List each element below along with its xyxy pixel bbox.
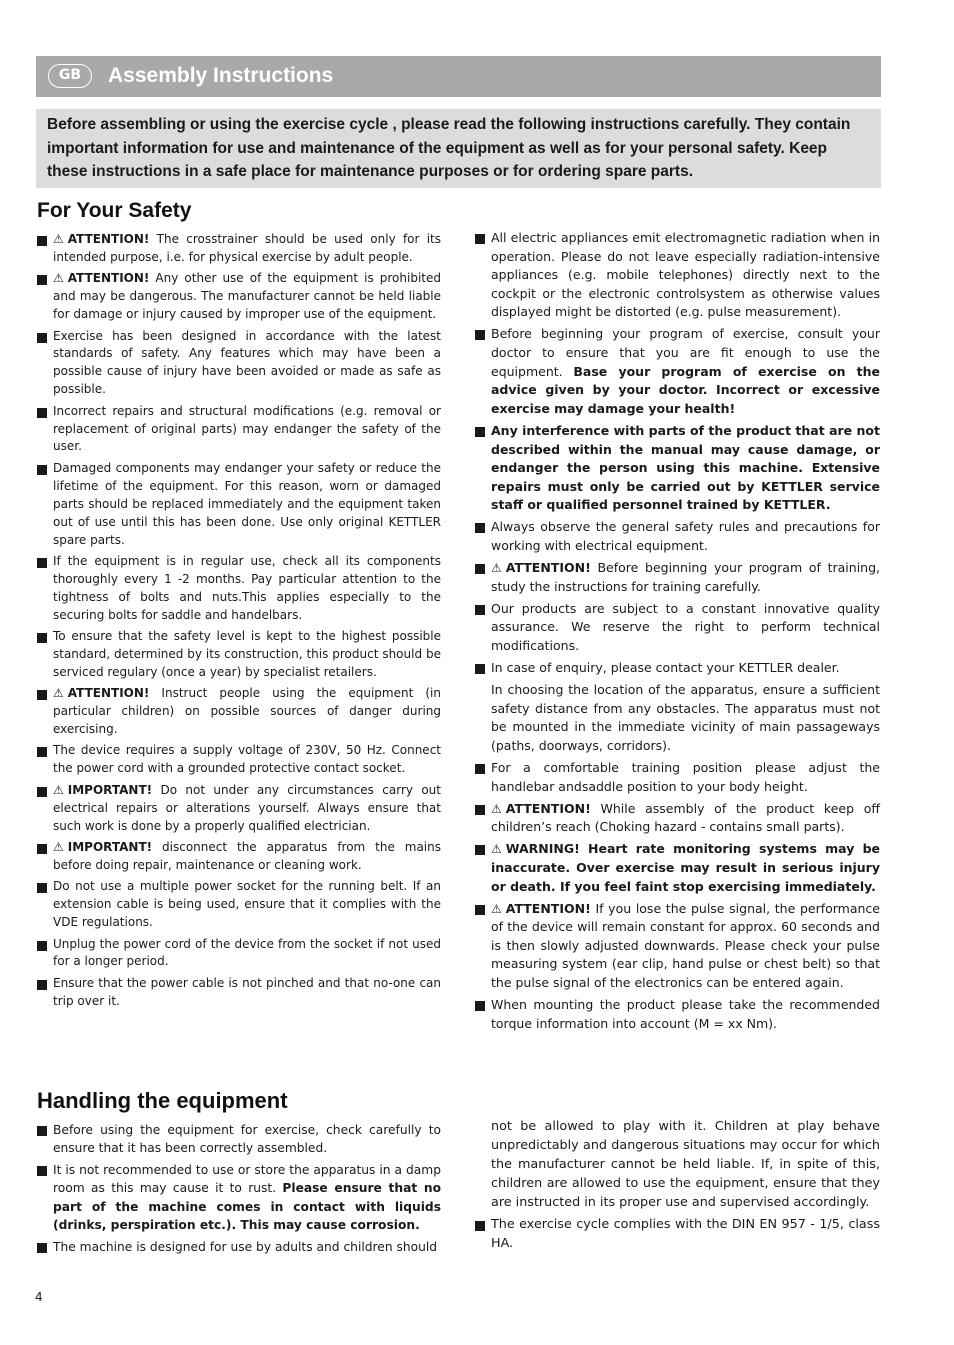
- paragraph-text: not be allowed to play with it. Children at play behave unpredictably and dangerous situations may occur for which the manufacturer cannot be held liable. If, in spite of this, children are allowed to use the equipment, ensure that they are instructed in its proper use and supervised accordingly.: [491, 1119, 880, 1210]
- list-item: [37, 1121, 441, 1158]
- item-text: Our products are subject to a constant innovative quality assurance. We reserve the right to perform technical modifications.: [491, 600, 880, 653]
- warning-triangle-icon: ⚠: [53, 840, 64, 854]
- list-item: [37, 685, 441, 739]
- square-bullet-icon: [37, 980, 47, 990]
- item-text: Ensure that the power cable is not pinched and that no-one can trip over it.: [53, 975, 441, 1008]
- list-item: [475, 681, 880, 755]
- item-text-bold: Please ensure that no part of the machine comes in contact with liquids (drinks, perspiration etc.). This may cause corrosion.: [53, 1181, 441, 1232]
- list-item: [475, 1216, 880, 1254]
- square-bullet-icon: [37, 236, 47, 246]
- safety-right-column: [475, 229, 880, 1037]
- item-text: Any other use of the equipment is prohibited and may be dangerous. The manufacturer cannot be held liable for damage or injury caused by improper use of the equipment.: [53, 271, 441, 322]
- list-item: [37, 270, 441, 324]
- square-bullet-icon: [37, 941, 47, 951]
- item-text: To ensure that the safety level is kept to the highest possible standard, determined by its construction, this product should be serviced regulary (once a year) by specialist retailers.: [53, 629, 441, 679]
- warning-lead: ATTENTION!: [505, 560, 591, 576]
- list-item: [475, 518, 880, 555]
- list-item: [475, 229, 880, 322]
- square-bullet-icon: [37, 747, 47, 757]
- item-text: Do not under any circumstances carry out electrical repairs or alterations yourself. Always ensure that such work is done by a properly qualified electrician.: [53, 782, 441, 833]
- item-text: In case of enquiry, please contact your KETTLER dealer.: [491, 660, 840, 676]
- square-bullet-icon: [37, 844, 47, 854]
- page-title: Assembly Instructions: [108, 64, 334, 87]
- list-item: [37, 782, 441, 836]
- item-text: It is not recommended to use or store the apparatus in a damp room as this may cause it to rust.: [53, 1163, 441, 1196]
- warning-triangle-icon: ⚠: [491, 801, 502, 816]
- warning-lead: ATTENTION!: [505, 900, 591, 916]
- warning-triangle-icon: ⚠: [491, 901, 502, 916]
- list-item: [475, 659, 880, 678]
- item-text: Always observe the general safety rules and precautions for working with electrical equipment.: [491, 519, 880, 553]
- square-bullet-icon: [475, 764, 485, 774]
- list-item: [37, 975, 441, 1011]
- item-text: The exercise cycle complies with the DIN EN 957 - 1/5, class HA.: [491, 1217, 880, 1252]
- square-bullet-icon: [37, 633, 47, 643]
- list-item: [37, 403, 441, 457]
- list-item: [475, 759, 880, 796]
- item-text: The device requires a supply voltage of 230V, 50 Hz. Connect the power cord with a grounded protective contact socket.: [53, 743, 441, 776]
- warning-triangle-icon: ⚠: [53, 271, 64, 286]
- square-bullet-icon: [475, 427, 485, 437]
- square-bullet-icon: [475, 605, 485, 615]
- square-bullet-icon: [475, 905, 485, 915]
- item-text-bold: Any interference with parts of the product that are not described within the manual may cause damage, or endanger the person using this machine. Extensive repairs must only be carried out by KETTLER service staff or qualified personnel trained by KETTLER.: [491, 422, 880, 513]
- list-item: [37, 328, 441, 400]
- list-item: [475, 422, 880, 515]
- warning-lead: ATTENTION!: [67, 686, 150, 701]
- item-text: For a comfortable training position please adjust the handlebar andsaddle position to your body height.: [491, 760, 880, 794]
- list-item: [37, 628, 441, 682]
- warning-triangle-icon: ⚠: [53, 782, 64, 797]
- item-text: If you lose the pulse signal, the performance of the device will remain constant for approx. 60 seconds and is then slowly adjusted downwards. Please check your pulse measuring system (ear clip, hand pulse or chest belt) so that the pulse signal of the electronics can be entered again.: [491, 900, 880, 991]
- list-item: [37, 553, 441, 625]
- list-item: [475, 840, 880, 896]
- section-title-safety: For Your Safety: [37, 199, 192, 222]
- item-text: Instruct people using the equipment (in particular children) on possible sources of danger during exercising.: [53, 686, 441, 737]
- warning-lead: IMPORTANT!: [67, 782, 153, 797]
- item-text: disconnect the apparatus from the mains before doing repair, maintenance or cleaning work.: [53, 840, 441, 872]
- item-text: Before using the equipment for exercise, check carefully to ensure that it has been correctly assembled.: [53, 1123, 441, 1156]
- item-text: Do not use a multiple power socket for the running belt. If an extension cable is being used, ensure that it complies with the VDE regulations.: [53, 879, 441, 930]
- square-bullet-icon: [475, 1221, 485, 1231]
- warning-triangle-icon: ⚠: [53, 686, 64, 701]
- warning-triangle-icon: ⚠: [53, 232, 64, 246]
- square-bullet-icon: [475, 234, 485, 244]
- handling-right-column: [475, 1118, 880, 1258]
- language-badge: GB: [48, 64, 92, 88]
- list-item: [37, 839, 441, 875]
- square-bullet-icon: [37, 333, 47, 343]
- list-item: [37, 1238, 441, 1256]
- item-text: Before beginning your program of exercise, consult your doctor to ensure that you are fit enough to use the equipment.: [491, 326, 880, 379]
- item-text-bold: Heart rate monitoring systems may be inaccurate. Over exercise may result in serious injury or death. If you feel faint stop exercising immediately.: [491, 841, 880, 894]
- warning-lead: ATTENTION!: [67, 271, 150, 286]
- item-text: Exercise has been designed in accordance with the latest standards of safety. Any features which may have been a possible cause of injury have been avoided or made as safe as possible.: [53, 328, 441, 397]
- square-bullet-icon: [37, 1166, 47, 1176]
- item-text: Unplug the power cord of the device from the socket if not used for a longer period.: [53, 936, 441, 969]
- square-bullet-icon: [475, 845, 485, 855]
- square-bullet-icon: [37, 1243, 47, 1253]
- list-item: [37, 1161, 441, 1234]
- square-bullet-icon: [37, 558, 47, 568]
- list-item: [37, 231, 441, 267]
- list-item: [475, 600, 880, 656]
- square-bullet-icon: [37, 787, 47, 797]
- handling-left-column: [37, 1121, 441, 1259]
- item-text-bold: Base your program of exercise on the advice given by your doctor. Incorrect or excessive exercise may damage your health!: [491, 363, 880, 416]
- warning-triangle-icon: ⚠: [491, 561, 502, 576]
- section-title-handling: Handling the equipment: [37, 1088, 288, 1113]
- item-text: The machine is designed for use by adults and children should: [53, 1239, 438, 1254]
- list-item: [475, 996, 880, 1033]
- warning-lead: WARNING!: [505, 841, 580, 857]
- list-item: [475, 900, 880, 993]
- item-text: When mounting the product please take the recommended torque information into account (M = xx Nm).: [491, 997, 880, 1031]
- list-item: [475, 325, 880, 418]
- list-item: [37, 460, 441, 550]
- item-text: The crosstrainer should be used only for its intended purpose, i.e. for physical exercise by adult people.: [53, 232, 441, 264]
- warning-lead: ATTENTION!: [67, 232, 150, 246]
- square-bullet-icon: [475, 805, 485, 815]
- list-item: [475, 559, 880, 596]
- square-bullet-icon: [475, 1001, 485, 1011]
- warning-lead: IMPORTANT!: [67, 840, 153, 854]
- square-bullet-icon: [475, 664, 485, 674]
- square-bullet-icon: [37, 275, 47, 285]
- list-item: [37, 878, 441, 932]
- intro-notice: Before assembling or using the exercise cycle , please read the following instructions carefully. They contain important information for use and maintenance of the equipment as well as for your personal safety. Keep these instructions in a safe place for maintenance purposes or for ordering spare parts.: [36, 109, 881, 188]
- item-text: While assembly of the product keep off children’s reach (Choking hazard - contains small parts).: [491, 800, 880, 835]
- safety-left-column: [37, 231, 441, 1014]
- list-item: [475, 800, 880, 837]
- warning-lead: ATTENTION!: [505, 800, 591, 816]
- item-text: Incorrect repairs and structural modifications (e.g. removal or replacement of original parts) may endanger the safety of the user.: [53, 403, 441, 454]
- paragraph-text: In choosing the location of the apparatus, ensure a sufficient safety distance from any obstacles. The apparatus must not be mounted in the immediate vicinity of main passageways (paths, doorways, corridors).: [491, 682, 880, 753]
- square-bullet-icon: [37, 1126, 47, 1136]
- page-number: 4: [35, 1290, 43, 1304]
- square-bullet-icon: [475, 564, 485, 574]
- square-bullet-icon: [37, 883, 47, 893]
- list-item: [37, 936, 441, 972]
- warning-triangle-icon: ⚠: [491, 842, 502, 857]
- header-bar: [36, 56, 881, 97]
- list-item: [475, 1118, 880, 1213]
- list-item: [37, 742, 441, 778]
- item-text: If the equipment is in regular use, check all its components thoroughly every 1 -2 months. Pay particular attention to the tightness of bolts and nuts.This applies especially to the securing bolts for saddle and handelbars.: [53, 553, 441, 622]
- item-text: Damaged components may endanger your safety or reduce the lifetime of the equipment. For this reason, worn or damaged parts should be replaced immediately and the equipment taken out of use until this has been done. Use only original KETTLER spare parts.: [53, 460, 441, 547]
- square-bullet-icon: [475, 523, 485, 533]
- square-bullet-icon: [37, 690, 47, 700]
- square-bullet-icon: [37, 408, 47, 418]
- item-text: All electric appliances emit electromagnetic radiation when in operation. Please do not leave especially radiation-intensive appliances (e.g. mobile telephones) directly next to the cockpit or the electronic controlsystem as otherwise values displayed might be distorted (e.g. pulse measurement).: [491, 230, 880, 320]
- square-bullet-icon: [37, 465, 47, 475]
- square-bullet-icon: [475, 330, 485, 340]
- item-text: Before beginning your program of training, study the instructions for training carefully.: [491, 560, 880, 594]
